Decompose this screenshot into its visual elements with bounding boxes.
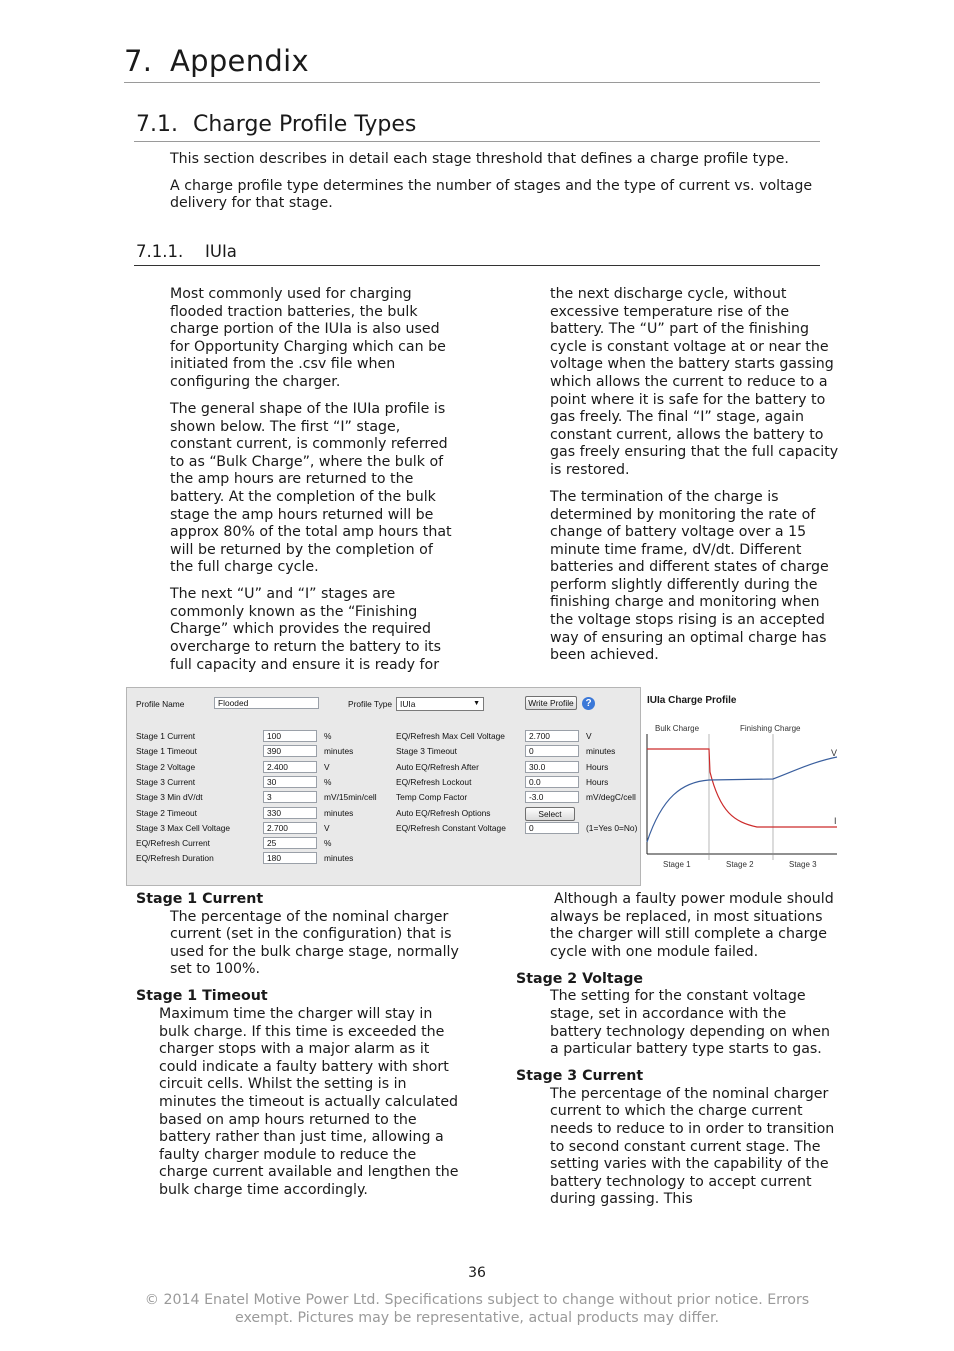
setting-label: EQ/Refresh Duration (136, 853, 214, 864)
setting-label: Stage 3 Min dV/dt (136, 792, 203, 803)
setting-unit: (1=Yes 0=No) (586, 822, 638, 833)
current-axis-label: I (834, 816, 837, 826)
intro-paragraph: A charge profile type determines the number of stages and the type of current vs. voltage delivery for that stage. (170, 177, 813, 212)
select-button[interactable]: Select (525, 807, 575, 821)
section-rule (134, 141, 820, 142)
copyright-line: © 2014 Enatel Motive Power Ltd. Specifications subject to change without prior notice. Errors (144, 1292, 810, 1308)
setting-field[interactable]: 390 (263, 745, 317, 757)
profile-chart-title: IUIa Charge Profile (647, 695, 737, 706)
definition-text: The percentage of the nominal charger current (set in the configuration) that is used for the bulk charge stage, normally set to 100%. (170, 908, 459, 978)
setting-field[interactable]: 0 (525, 822, 579, 834)
setting-unit: minutes (324, 853, 354, 864)
definition-term: Stage 1 Current (136, 891, 264, 907)
setting-label: Stage 3 Max Cell Voltage (136, 822, 231, 833)
body-paragraph: The general shape of the IUIa profile is shown below. The first “I” stage, constant current, is commonly referred to as “Bulk Charge”, where the bulk of the amp hours are returned to the battery. At the completion of the bulk stage the amp hours returned will be approx 80% of the total amp hours that will be returned by the completion of the full charge cycle. (170, 400, 452, 576)
setting-unit: minutes (324, 807, 354, 818)
setting-field[interactable]: 0 (525, 745, 579, 757)
setting-label: Stage 2 Timeout (136, 807, 197, 818)
setting-field[interactable]: 3 (263, 791, 317, 803)
setting-unit: mV/degC/cell (586, 792, 636, 803)
setting-field[interactable]: 2.400 (263, 761, 317, 773)
body-paragraph: The next “U” and “I” stages are commonly known as the “Finishing Charge” which provides the required overcharge to return the battery to its full capacity and ensure it is ready for (170, 586, 442, 673)
profile-settings-panel (126, 687, 641, 886)
definition-text: Maximum time the charger will stay in bulk charge. If this time is exceeded the charger stops with a major alarm as it could indicate a faulty battery with short circuit cells. Whilst the setting is in minutes the timeout is actually calculated based on amp hours returned to the battery rather than just time, allowing a faulty charger module to reduce the charge current available and lengthen the bulk charge time accordingly. (159, 1005, 459, 1198)
body-paragraph: the next discharge cycle, without excessive temperature rise of the battery. The “U” part of the finishing cycle is constant voltage at or near the voltage when the battery starts gassing which allows the current to reduce to a point where it is safe for the battery to gas freely. The final “I” stage, again constant current, allows the battery to gas freely ensuring that the full capacity is restored. (550, 286, 839, 478)
setting-label: EQ/Refresh Constant Voltage (396, 822, 506, 833)
setting-unit: V (324, 822, 330, 833)
setting-label: Stage 1 Timeout (136, 746, 197, 757)
setting-unit: minutes (586, 746, 616, 757)
setting-unit: Hours (586, 776, 609, 787)
profile-type-select[interactable] (396, 697, 484, 711)
left-column (170, 286, 460, 684)
voltage-axis-label: V (831, 748, 838, 758)
setting-unit: V (586, 731, 592, 741)
right-column (550, 286, 840, 674)
setting-label: Auto EQ/Refresh After (396, 761, 479, 772)
appendix-rule (124, 82, 820, 83)
setting-field[interactable]: 2.700 (525, 730, 579, 742)
stage-3-label: Stage 3 (789, 860, 817, 869)
bulk-charge-label: Bulk Charge (655, 724, 700, 733)
section-title: Charge Profile Types (193, 112, 417, 137)
setting-field[interactable]: 25 (263, 837, 317, 849)
write-profile-button[interactable]: Write Profile (525, 696, 577, 710)
stage-2-label: Stage 2 (726, 860, 754, 869)
setting-label: EQ/Refresh Lockout (396, 776, 472, 787)
help-icon[interactable]: ? (582, 697, 595, 710)
profile-type-value: IUIa (400, 699, 416, 709)
setting-field[interactable]: 330 (263, 807, 317, 819)
definition-term: Stage 2 Voltage (516, 970, 644, 987)
setting-label: Stage 3 Current (136, 776, 196, 787)
current-curve (647, 749, 837, 827)
stage-1-label: Stage 1 (663, 860, 691, 869)
page-number: 36 (468, 1265, 486, 1281)
setting-unit: % (324, 731, 332, 741)
setting-field[interactable]: 100 (263, 730, 317, 742)
setting-field[interactable]: -3.0 (525, 791, 579, 803)
subsection-heading (136, 242, 237, 261)
subsection-title: IUIa (205, 242, 237, 261)
setting-label: Stage 1 Current (136, 731, 196, 741)
setting-label: Auto EQ/Refresh Options (396, 807, 491, 818)
setting-label: Temp Comp Factor (396, 792, 468, 803)
setting-label: EQ/Refresh Current (136, 838, 211, 849)
setting-field[interactable]: 180 (263, 852, 317, 864)
setting-unit: Hours (586, 761, 609, 772)
definitions-right (516, 891, 840, 1218)
setting-field[interactable]: 2.700 (263, 822, 317, 834)
appendix-heading (124, 44, 309, 78)
definition-continuation: Although a faulty power module should always be replaced, in most situations the charger will still complete a charge cycle with one module failed. (550, 891, 834, 960)
profile-name-label: Profile Name (136, 699, 185, 709)
setting-unit: V (324, 761, 330, 772)
setting-label: Stage 3 Timeout (396, 746, 457, 757)
setting-field[interactable]: 0.0 (525, 776, 579, 788)
profile-name-field[interactable]: Flooded (214, 697, 319, 709)
iuia-profile-chart (642, 712, 842, 872)
definitions-left (136, 891, 466, 1209)
section-heading (136, 112, 416, 137)
definition-text: The percentage of the nominal charger current to which the charge current needs to reduce to in order to transition to second constant current stage. The setting varies with the capability of the battery technology to accept current during gassing. This (550, 1085, 835, 1208)
setting-label: Stage 2 Voltage (136, 761, 196, 772)
subsection-number: 7.1.1. (136, 242, 184, 261)
section-intro (170, 151, 835, 222)
setting-unit: % (324, 838, 332, 849)
setting-field[interactable]: 30 (263, 776, 317, 788)
body-paragraph: Most commonly used for charging flooded traction batteries, the bulk charge portion of the IUIa is also used for Opportunity Charging which can be initiated from the .csv file when configuring the charger. (170, 286, 446, 390)
appendix-title: Appendix (170, 44, 309, 78)
setting-field[interactable]: 30.0 (525, 761, 579, 773)
section-number: 7.1. (136, 112, 178, 137)
dropdown-arrow-icon: ▼ (473, 700, 480, 707)
definition-term: Stage 3 Current (516, 1068, 644, 1085)
setting-unit: % (324, 776, 332, 787)
voltage-curve (647, 757, 837, 842)
profile-type-label: Profile Type (348, 699, 393, 709)
copyright-line: exempt. Pictures may be representative, actual products may differ. (234, 1310, 720, 1326)
setting-unit: mV/15min/cell (324, 792, 377, 803)
definition-term: Stage 1 Timeout (136, 988, 268, 1005)
definition-text: The setting for the constant voltage stage, set in accordance with the battery technology depending on when a particular battery type starts to gas. (550, 988, 830, 1058)
appendix-number: 7. (124, 44, 153, 78)
setting-label: EQ/Refresh Max Cell Voltage (396, 731, 505, 741)
intro-paragraph: This section describes in detail each stage threshold that defines a charge profile type. (170, 151, 789, 167)
subsection-rule (134, 265, 820, 266)
body-paragraph: The termination of the charge is determined by monitoring the rate of change of battery voltage over a 15 minute time frame, dV/dt. Different batteries and different states of charge perform slightly differently during the finishing charge and monitoring when the voltage stops rising is an accepted way of ensuring an optimal charge has been achieved. (550, 488, 829, 664)
finishing-charge-label: Finishing Charge (740, 724, 801, 733)
setting-unit: minutes (324, 746, 354, 757)
